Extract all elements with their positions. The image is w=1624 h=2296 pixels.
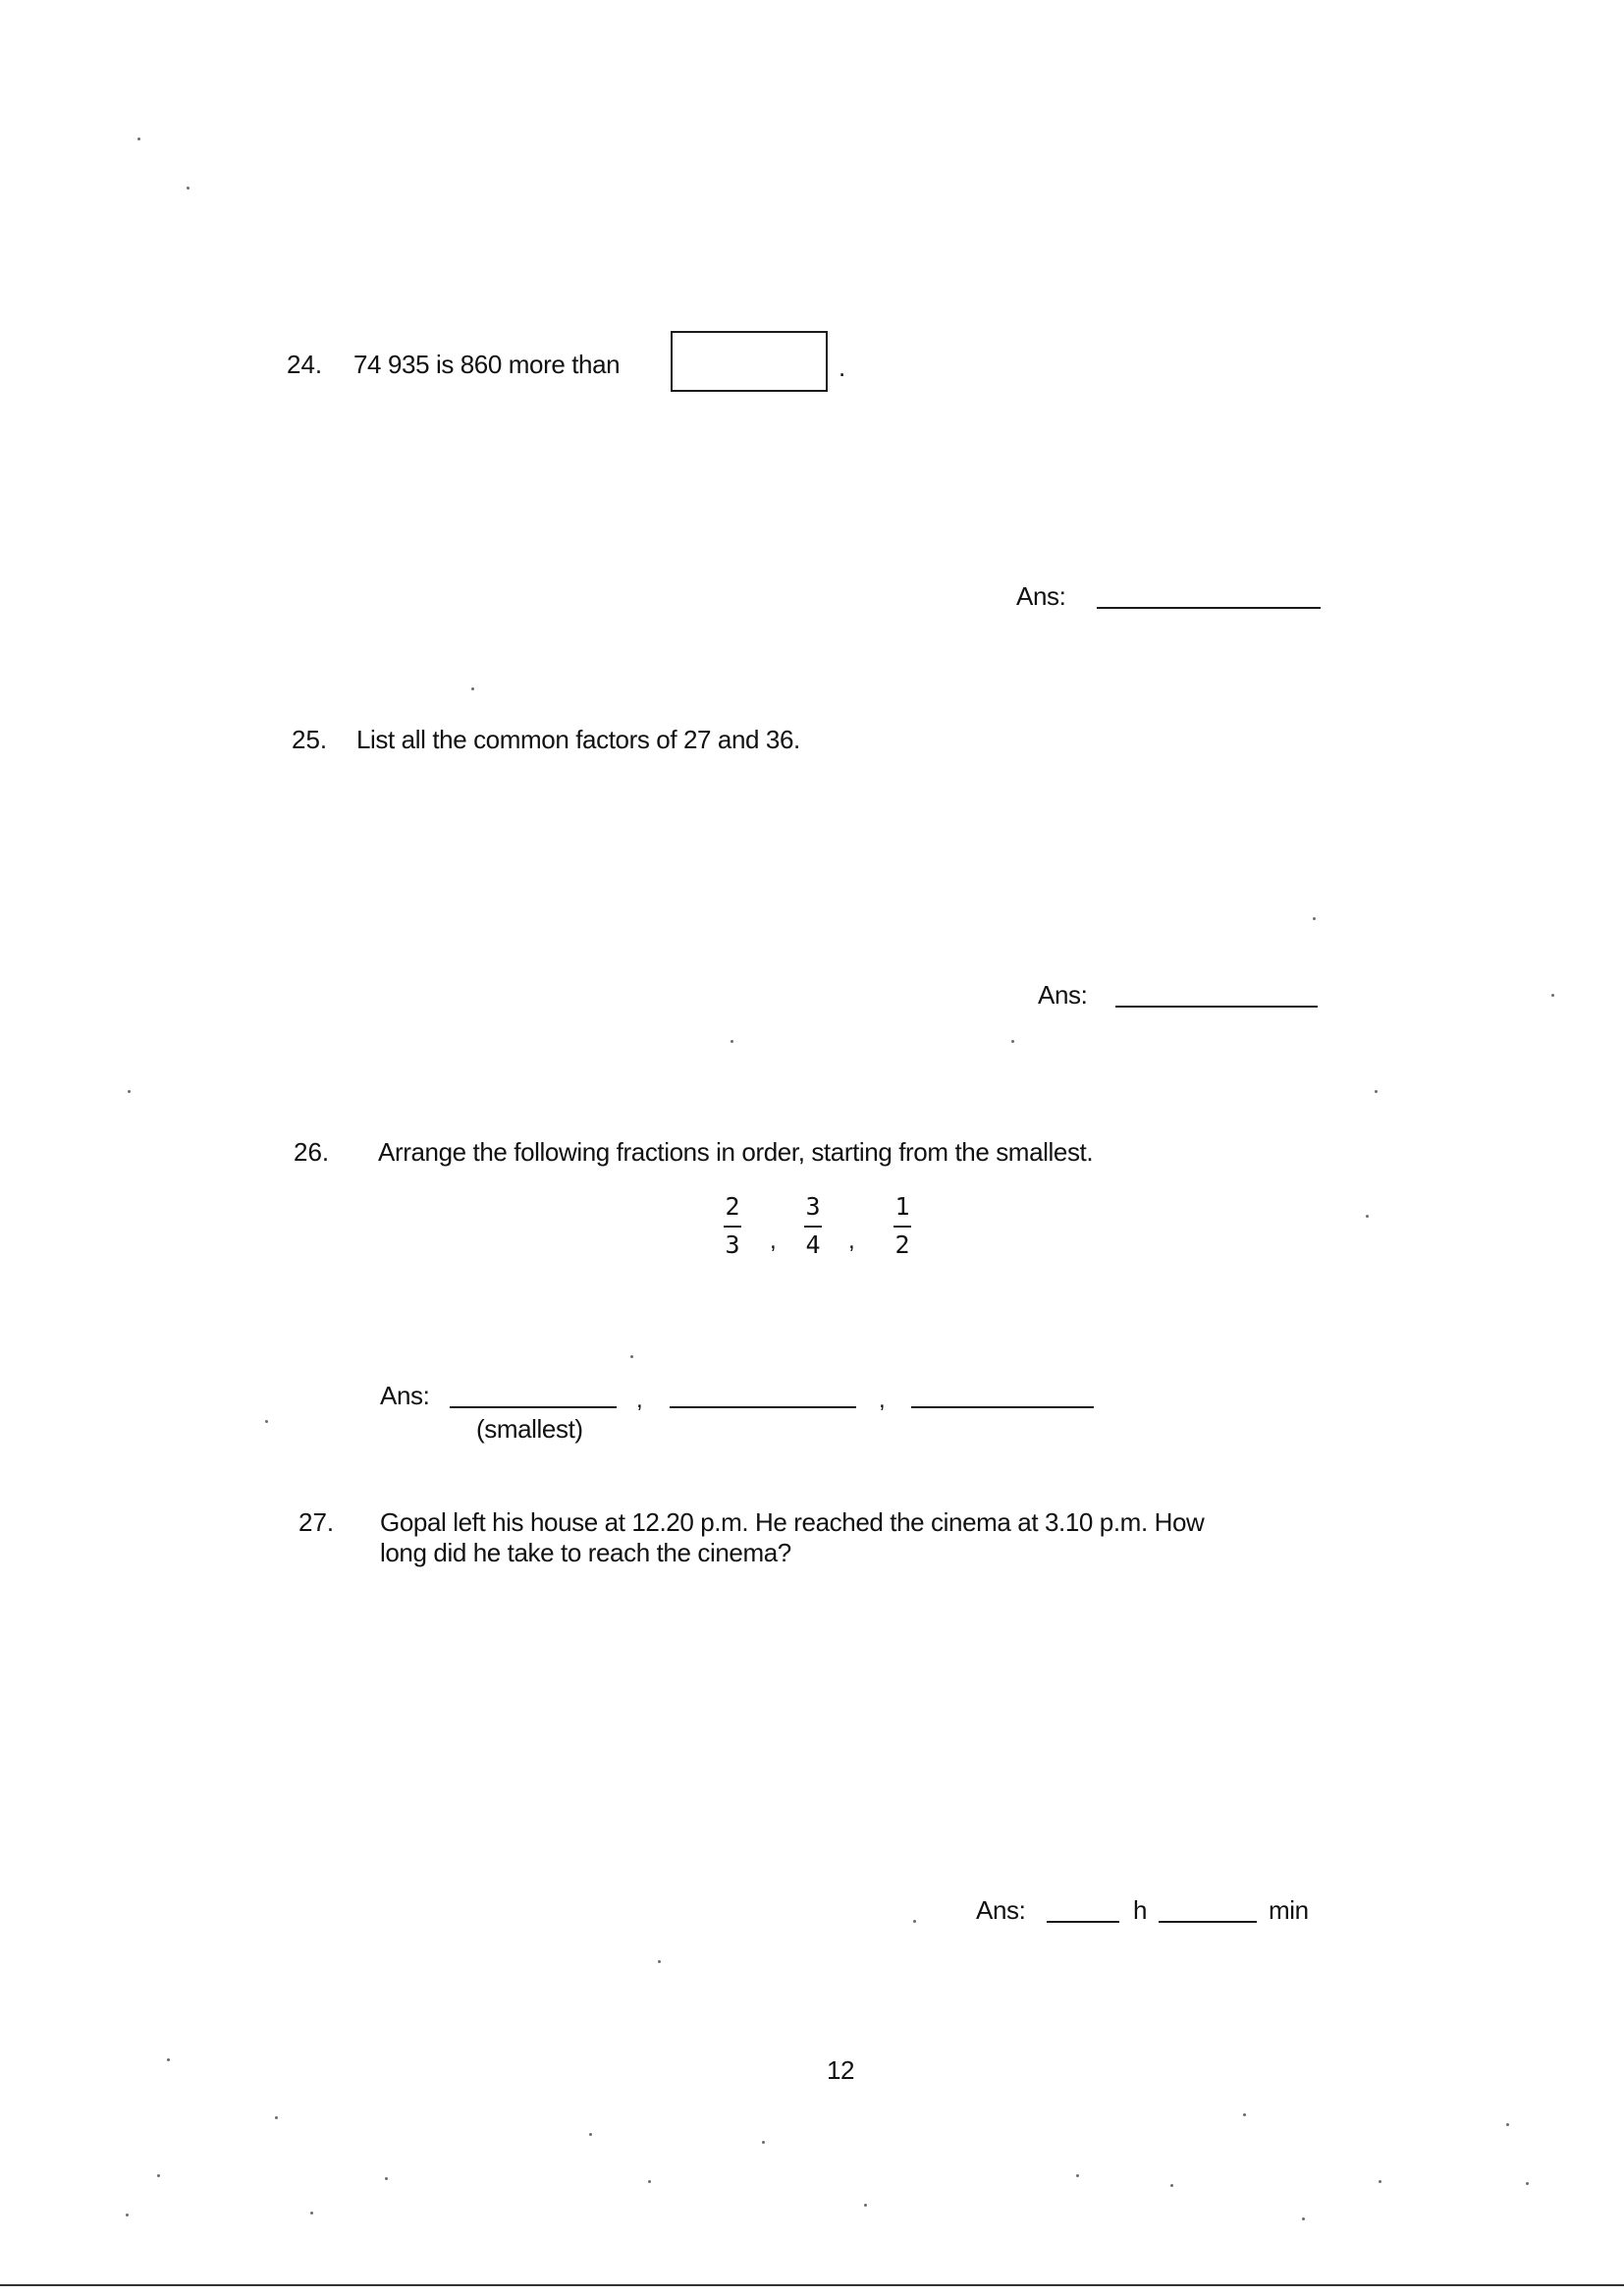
scan-speck [1375, 1090, 1378, 1093]
fraction-2-bar [804, 1226, 822, 1228]
fraction-1-numerator: 2 [725, 1192, 740, 1221]
fraction-1-bar [724, 1226, 741, 1228]
scan-speck [1313, 917, 1316, 920]
scan-speck [1551, 994, 1554, 997]
question-26-answer-blank-1[interactable] [450, 1406, 617, 1408]
scan-speck [630, 1355, 633, 1358]
question-24-answer-blank[interactable] [1097, 607, 1321, 609]
minutes-unit: min [1269, 1895, 1309, 1925]
scan-speck [762, 2141, 765, 2144]
scan-speck [864, 2204, 867, 2207]
scan-speck [913, 1920, 916, 1923]
fraction-three-quarters [800, 1193, 826, 1259]
fraction-one-half [890, 1193, 915, 1259]
question-24-period: . [839, 353, 845, 382]
question-24-answer-box[interactable] [671, 331, 828, 392]
question-24-text: 74 935 is 860 more than [353, 350, 621, 379]
scan-speck [1170, 2184, 1173, 2187]
fraction-2-denominator: 4 [805, 1230, 821, 1259]
scan-speck [126, 2214, 129, 2216]
answer-separator-1: , [636, 1387, 643, 1413]
scan-speck [157, 2174, 160, 2177]
scan-speck [137, 137, 140, 140]
question-27-ans-label: Ans: [976, 1895, 1026, 1925]
scan-speck [589, 2133, 592, 2136]
scan-speck [1526, 2182, 1529, 2185]
question-26-ans-label: Ans: [380, 1381, 430, 1410]
question-25-answer-blank[interactable] [1115, 1006, 1318, 1008]
question-26-number: 26. [294, 1137, 330, 1167]
question-26-answer-blank-2[interactable] [670, 1406, 856, 1408]
fraction-separator-2: , [848, 1228, 855, 1254]
fraction-2-numerator: 3 [805, 1192, 821, 1221]
question-27-hours-blank[interactable] [1047, 1921, 1119, 1923]
hours-unit: h [1133, 1895, 1148, 1925]
question-25-ans-label: Ans: [1038, 980, 1088, 1010]
fraction-3-bar [893, 1226, 911, 1228]
scan-speck [167, 2058, 170, 2061]
fraction-3-denominator: 2 [894, 1230, 910, 1259]
answer-separator-2: , [879, 1387, 886, 1413]
scan-speck [1011, 1040, 1014, 1043]
fraction-1-denominator: 3 [725, 1230, 740, 1259]
scan-speck [471, 687, 474, 690]
fraction-two-thirds [720, 1193, 745, 1259]
scan-speck [128, 1090, 131, 1093]
scan-speck [648, 2180, 651, 2183]
scan-speck [1379, 2180, 1381, 2183]
smallest-caption: (smallest) [476, 1414, 583, 1444]
question-27-text-line-1: Gopal left his house at 12.20 p.m. He reached the cinema at 3.10 p.m. How [380, 1507, 1205, 1537]
question-26-text: Arrange the following fractions in order, starting from the smallest. [378, 1137, 1094, 1167]
question-25-number: 25. [292, 725, 328, 754]
question-26-answer-blank-3[interactable] [911, 1406, 1094, 1408]
scan-speck [1366, 1215, 1369, 1218]
scan-speck [265, 1420, 268, 1423]
scan-speck [731, 1040, 733, 1043]
question-24-ans-label: Ans: [1016, 581, 1066, 611]
scan-speck [275, 2116, 278, 2119]
scan-speck [310, 2212, 313, 2214]
question-25-text: List all the common factors of 27 and 36. [356, 725, 800, 754]
bottom-rule [0, 2284, 1624, 2286]
question-27-minutes-blank[interactable] [1159, 1921, 1257, 1923]
question-24-number: 24. [287, 350, 323, 379]
scan-speck [187, 187, 189, 190]
question-27-text-line-2: long did he take to reach the cinema? [380, 1538, 791, 1567]
scan-speck [385, 2177, 388, 2180]
scan-speck [1243, 2113, 1246, 2116]
scan-speck [1302, 2217, 1305, 2220]
scan-speck [1076, 2174, 1079, 2177]
scan-speck [1506, 2123, 1509, 2126]
page-number: 12 [827, 2055, 855, 2085]
question-27-number: 27. [298, 1507, 335, 1537]
fraction-separator-1: , [770, 1228, 777, 1254]
fraction-3-numerator: 1 [894, 1192, 910, 1221]
scan-speck [658, 1960, 661, 1963]
